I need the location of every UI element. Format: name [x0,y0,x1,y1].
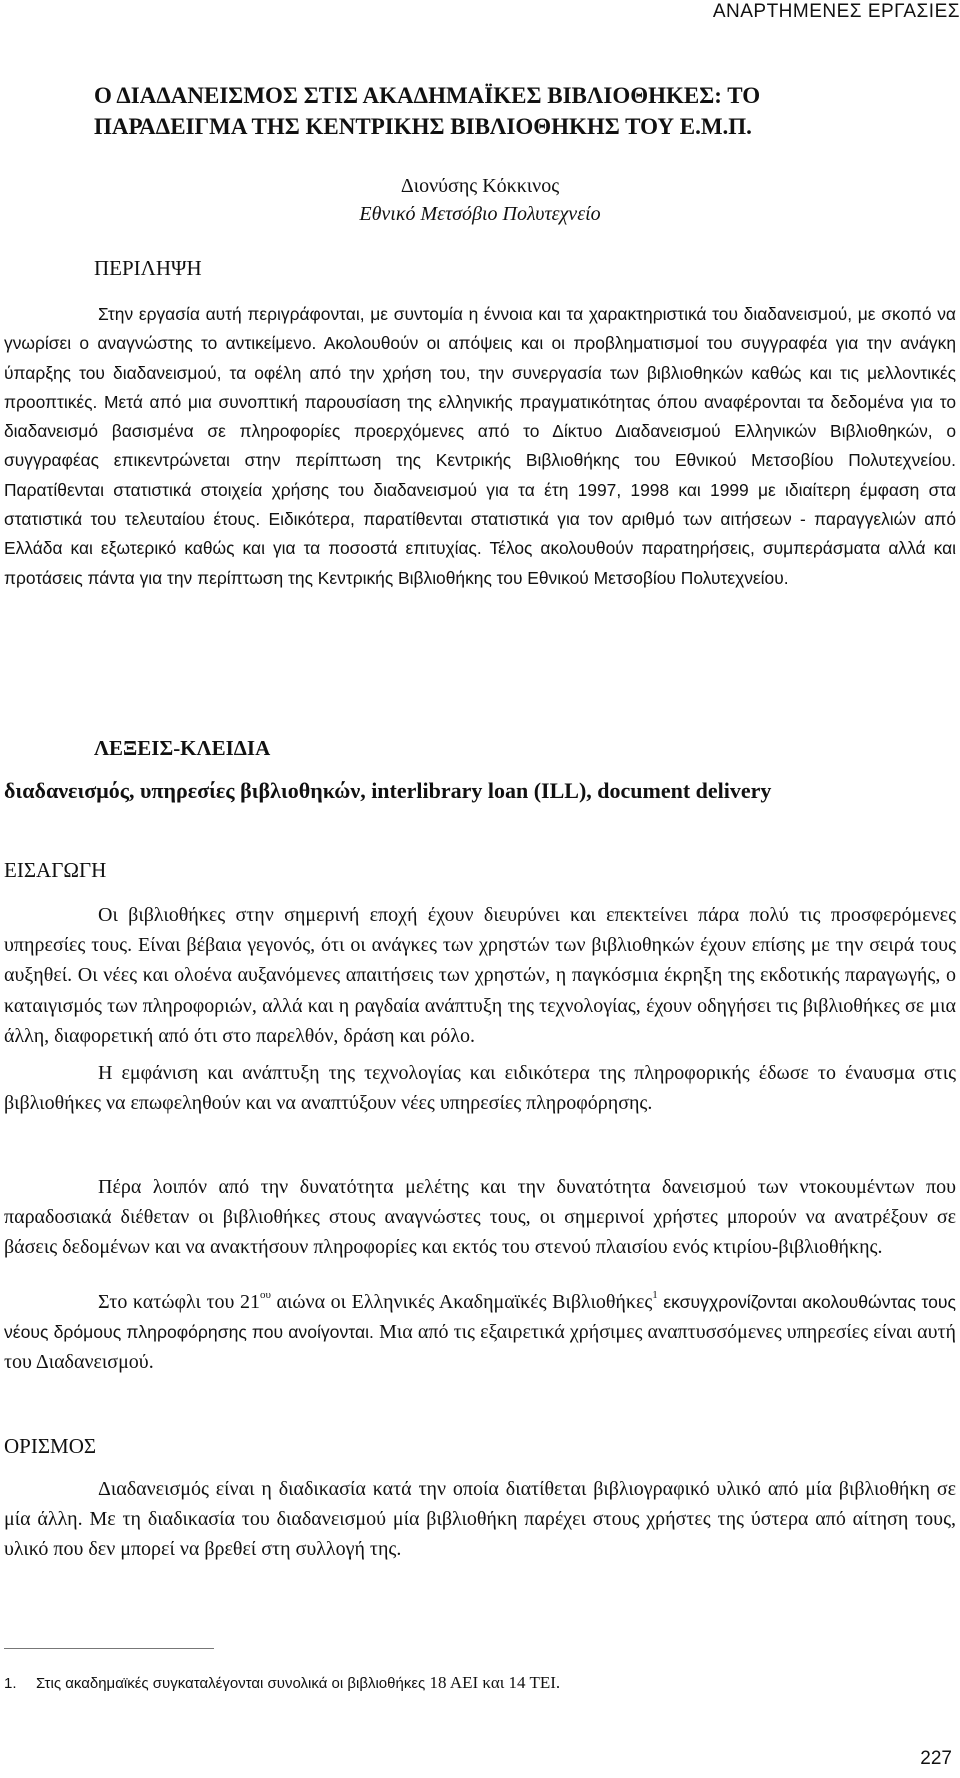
footnote-mark[interactable]: 1 [652,1289,658,1301]
footnote-text: Στις ακαδημαϊκές συγκαταλέγονται συνολικά οι βιβλιοθήκες [36,1675,426,1692]
keywords-heading: ΛΕΞΕΙΣ-ΚΛΕΙΔΙΑ [94,736,271,760]
footnote-number: 1. [4,1675,17,1692]
intro-paragraph: Η εμφάνιση και ανάπτυξη της τεχνολογίας και ειδικότερα της πληροφορικής έδωσε το έναυσμα στις βιβλιοθήκες να επωφεληθούν και να αναπτύξουν νέες υπηρεσίες πληροφόρησης. [4,1062,956,1115]
author-name: Διονύσης Κόκκινος [400,175,560,197]
intro-text-serif: Μια από τις εξαιρετικά χρήσιμες αναπτυσσόμενες υπηρεσίες είναι αυτή του Διαδανεισμού. [4,1321,956,1374]
paper-title [94,80,914,142]
abstract-text: Στην εργασία αυτή περιγράφονται, με συντομία η έννοια και τα χαρακτηριστικά του διαδανεισμού, με σκοπό να γνωρίσει ο αναγνώστης το αντικείμενο. Ακολουθούν οι απόψεις και οι προβληματισμοί του συγγραφέα για την ανάγκη ύπαρξης του διαδανεισμού, τα οφέλη από την χρήση του, την συνεργασία των βιβλιοθηκών καθώς και τις μελλοντικές προοπτικές. Μετά από μια συνοπτική παρουσίαση της ελληνικής πραγματικότητας όπου αναφέρονται τα δεδομένα για το διαδανεισμό βασισμένα σε πληροφορίες προερχόμενες από το Δίκτυο Διαδανεισμού Ελληνικών Βιβλιοθηκών, ο συγγραφέας επικεντρώνεται στην περίπτωση της Κεντρικής Βιβλιοθήκης του Εθνικού Μετσοβίου Πολυτεχνείου. Παρατίθενται στατιστικά στοιχεία χρήσης του διαδανεισμού για τα έτη 1997, 1998 και 1999 με ιδιαίτερη έμφαση στα στατιστικά του τελευταίου έτους. Ειδικότερα, παρατίθενται στατιστικά για τον αριθμό των αιτήσεων - παραγγελιών από Ελλάδα και εξωτερικό καθώς και για τα ποσοστά επιτυχίας. Τέλος ακολουθούν παρατηρήσεις, συμπεράσματα αλλά και προτάσεις πάντα για την περίπτωση της Κεντρικής Βιβλιοθήκης του Εθνικού Μετσοβίου Πολυτεχνείου. [4,304,956,588]
footnote [4,1673,560,1693]
ordinal-suffix: ου [259,1289,271,1301]
author-block [0,172,960,228]
intro-paragraph: Πέρα λοιπόν από την δυνατότητα μελέτης και την δυνατότητα δανεισμού των ντοκουμέντων που παραδοσιακά διέθεταν οι βιβλιοθήκες στους αναγνώστες τους, οι σημερινοί χρήστες μπορούν να ανατρέξουν σε βάσεις δεδομένων και να ανακτήσουν πληροφορίες και εκτός του στενού πλαισίου ενός κτιρίου-βιβλιοθήκης. [4,1176,956,1259]
introduction-heading: ΕΙΣΑΓΩΓΗ [4,858,107,882]
keywords-text: διαδανεισμός, υπηρεσίες βιβλιοθηκών, interlibrary loan (ILL), document delivery [4,778,772,803]
page-number: 227 [920,1748,952,1769]
intro-paragraph [4,1287,956,1378]
definition-heading: ΟΡΙΣΜΟΣ [4,1434,97,1458]
abstract-heading: ΠΕΡΙΛΗΨΗ [94,256,202,280]
intro-text-sans: εκσυγχρονίζονται ακολουθώντας τους νέους δρόμους πληροφόρησης που ανοίγονται. [4,1292,956,1343]
intro-text-serif: αιώνα οι Ελληνικές Ακαδημαϊκές Βιβλιοθήκες [270,1291,653,1313]
footnote-text: 18 ΑΕΙ και 14 ΤΕΙ. [425,1673,561,1692]
running-head: ΑΝΑΡΤΗΜΕΝΕΣ ΕΡΓΑΣΙΕΣ [712,1,960,22]
definition-paragraph: Διαδανεισμός είναι η διαδικασία κατά την οποία διατίθεται βιβλιογραφικό υλικό από μία βιβλιοθήκη σε μία άλλη. Με τη διαδικασία του διαδανεισμού μία βιβλιοθήκη παρέχει στους χρήστες της ύστερα από αίτηση τους, υλικό που δεν μπορεί να βρεθεί στη συλλογή της. [4,1478,956,1561]
intro-text-serif: Στο κατώφλι του 21 [98,1291,260,1313]
title-line: Ο ΔΙΑΔΑΝΕΙΣΜΟΣ ΣΤΙΣ ΑΚΑΔΗΜΑΪΚΕΣ ΒΙΒΛΙΟΘΗΚΕΣ: ΤΟ [94,83,761,108]
author-affiliation: Εθνικό Μετσόβιο Πολυτεχνείο [359,203,601,225]
footnote-divider [4,1648,214,1649]
title-line: ΠΑΡΑΔΕΙΓΜΑ ΤΗΣ ΚΕΝΤΡΙΚΗΣ ΒΙΒΛΙΟΘΗΚΗΣ ΤΟΥ Ε.Μ.Π. [94,114,752,139]
intro-paragraph: Οι βιβλιοθήκες στην σημερινή εποχή έχουν διευρύνει και επεκτείνει πάρα πολύ τις προσφερόμενες υπηρεσίες τους. Είναι βέβαια γεγονός, ότι οι ανάγκες των χρηστών των βιβλιοθηκών έχουν επίσης με την σειρά τους αυξηθεί. Οι νέες και ολοένα αυξανόμενες απαιτήσεις των χρηστών, η παγκόσμια έκρηξη της εκδοτικής παραγωγής, ο καταιγισμός των πληροφοριών, αλλά και η ραγδαία ανάπτυξη της τεχνολογίας, έχουν οδηγήσει τις βιβλιοθήκες σε μια άλλη, διαφορετική από ότι στο παρελθόν, δράση και ρόλο. [4,904,956,1047]
